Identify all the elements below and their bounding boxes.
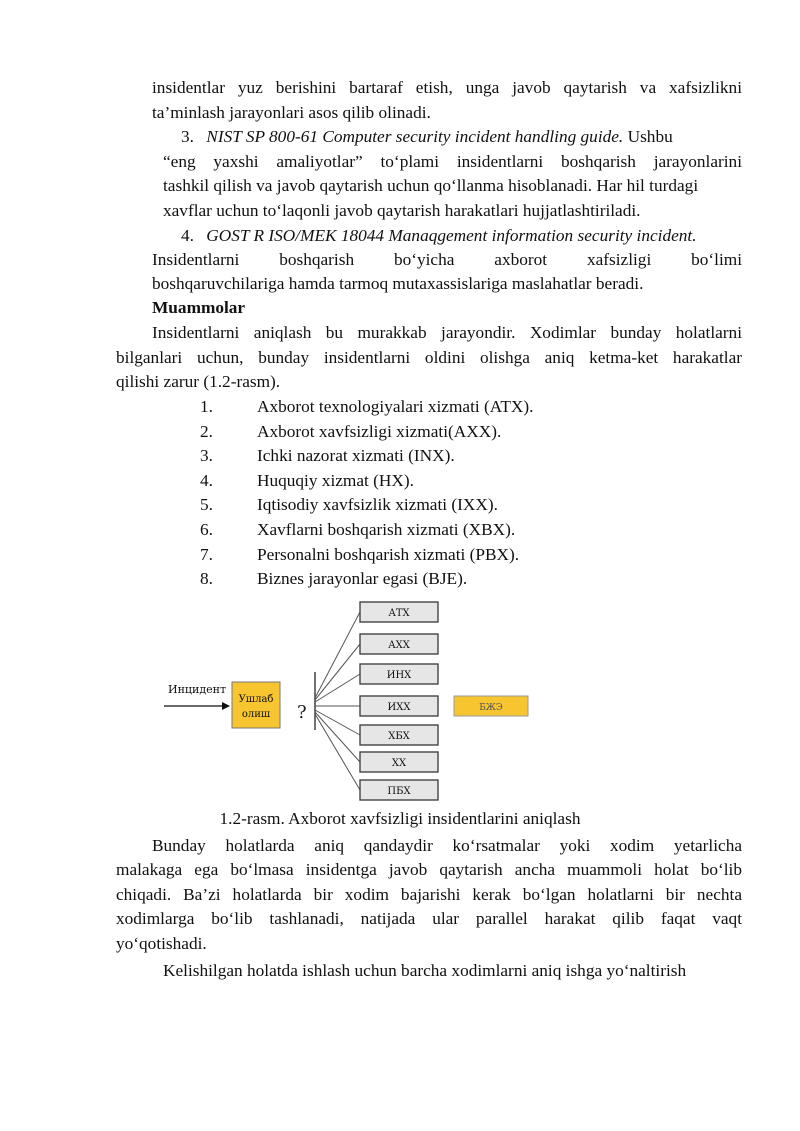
item-4-number: 4. — [181, 226, 194, 245]
incident-flow-diagram — [160, 596, 540, 806]
incident-arrowhead — [222, 702, 230, 710]
service-text: Huquqiy xizmat (HX). — [257, 471, 414, 490]
item-3-title: NIST SP 800-61 Computer security incident handling guide. — [206, 127, 624, 146]
service-number: 6. — [200, 520, 213, 539]
service-text: Ichki nazorat xizmati (INX). — [257, 446, 455, 465]
item-4-line-2: Insidentlarni boshqarish bo‘yicha axborot xafsizligi bo‘limi — [152, 250, 742, 269]
fan-line — [315, 674, 360, 702]
target-label: ИНХ — [386, 670, 412, 681]
item-4-line-1 — [181, 225, 697, 247]
para3-line-4: xodimlarga bo‘lib tashlanadi, natijada ular parallel harakat qilib faqat vaqt — [116, 909, 742, 928]
para2-line-3: qilishi zarur (1.2-rasm). — [116, 372, 281, 391]
target-label: ИХХ — [387, 702, 411, 713]
para-cont-line-2: ta’minlash jarayonlari asos qilib olinadi. — [152, 103, 431, 122]
hold-box-line-1: Ушлаб — [238, 694, 274, 705]
fan-line — [315, 612, 360, 698]
fan-lines — [315, 612, 360, 790]
service-text: Iqtisodiy xavfsizlik xizmati (IXX). — [257, 495, 498, 514]
para-cont-line-1: insidentlar yuz berishini bartaraf etish, unga javob qaytarish va xafsizlikni — [152, 78, 742, 97]
service-number: 5. — [200, 495, 213, 514]
incident-label: Инцидент — [168, 683, 227, 696]
item-4-line-3: boshqaruvchilariga hamda tarmoq mutaxassislariga maslahatlar beradi. — [152, 274, 644, 293]
service-number: 1. — [200, 397, 213, 416]
para3-line-3: chiqadi. Ba’zi holatlarda bir xodim bajarishi kerak bo‘lgan holatlarni bir nechta — [116, 885, 742, 904]
figure-caption: 1.2-rasm. Axborot xavfsizligi insidentlarini aniqlash — [219, 809, 581, 828]
fan-line — [315, 712, 360, 762]
service-text: Xavflarni boshqarish xizmati (XBX). — [257, 520, 516, 539]
service-number: 8. — [200, 569, 213, 588]
target-label: АТХ — [388, 608, 410, 619]
service-text: Personalni boshqarish xizmati (PBX). — [257, 545, 520, 564]
item-3-line-2: “eng yaxshi amaliyotlar” to‘plami insidentlarni boshqarish jarayonlarini — [163, 152, 742, 171]
service-text: Axborot texnologiyalari xizmati (ATX). — [257, 397, 534, 416]
service-number: 2. — [200, 422, 213, 441]
service-number: 4. — [200, 471, 213, 490]
fan-line — [315, 710, 360, 735]
item-4-title: GOST R ISO/MEK 18044 Manaqgement information security incident. — [206, 226, 697, 245]
fan-line — [315, 714, 360, 790]
para3-line-1: Bunday holatlarda aniq qandaydir ko‘rsatmalar yoki xodim yetarlicha — [152, 836, 742, 855]
question-mark: ? — [297, 702, 307, 723]
item-3-after-title: Ushbu — [627, 127, 673, 146]
service-number: 7. — [200, 545, 213, 564]
side-box-label: БЖЭ — [479, 703, 503, 713]
para2-line-1: Insidentlarni aniqlash bu murakkab jarayondir. Xodimlar bunday holatlarni — [152, 323, 742, 342]
service-text: Biznes jarayonlar egasi (BJE). — [257, 569, 468, 588]
hold-box-line-2: олиш — [241, 709, 271, 720]
item-3-line-3: tashkil qilish va javob qaytarish uchun qo‘llanma hisoblanadi. Har hil turdagi — [163, 176, 699, 195]
section-heading: Muammolar — [152, 298, 246, 317]
service-text: Axborot xavfsizligi xizmati(AXX). — [257, 422, 502, 441]
fan-line — [315, 644, 360, 700]
para3-line-5: yo‘qotishadi. — [116, 934, 207, 953]
target-label: ПБХ — [387, 786, 411, 797]
target-boxes — [360, 602, 438, 800]
hold-box — [232, 682, 280, 728]
para4-line-1: Kelishilgan holatda ishlash uchun barcha xodimlarni aniq ishga yo‘naltirish — [163, 961, 687, 980]
para3-line-2: malakaga ega bo‘lmasa insidentga javob qaytarish ancha muammoli holat bo‘lib — [116, 860, 742, 879]
target-label: ХБХ — [388, 731, 410, 742]
item-3-line-4: xavflar uchun to‘laqonli javob qaytarish harakatlari hujjatlashtiriladi. — [163, 201, 641, 220]
item-3-line-1 — [181, 126, 673, 148]
service-number: 3. — [200, 446, 213, 465]
para2-line-2: bilganlari uchun, bunday insidentlarni oldini olishga aniq ketma-ket harakatlar — [116, 348, 742, 367]
target-label: АХХ — [388, 640, 410, 651]
target-label: ХХ — [391, 758, 407, 769]
item-3-number: 3. — [181, 127, 194, 146]
